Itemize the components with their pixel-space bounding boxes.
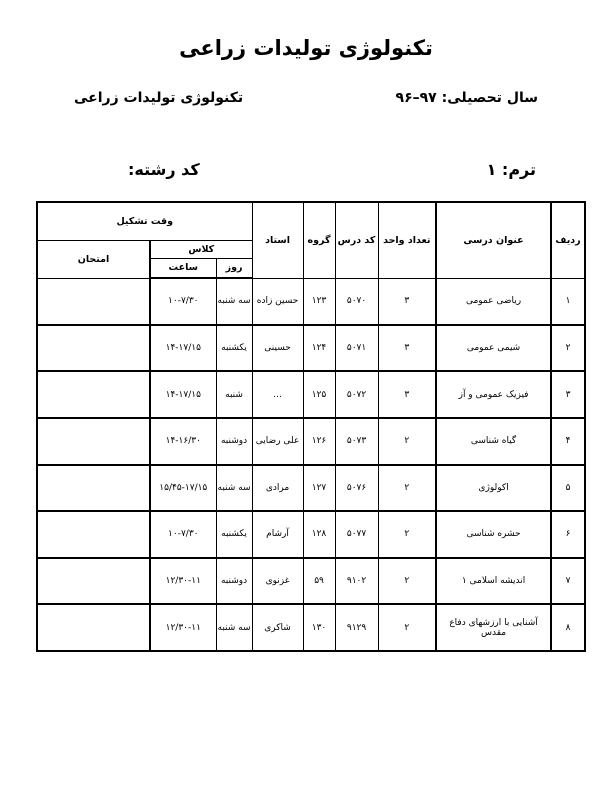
table-row	[37, 558, 585, 605]
cell-exam	[37, 558, 150, 605]
header-group: گروه	[303, 202, 335, 278]
cell-units: ۲	[378, 418, 436, 465]
cell-course-code: ۵۰۷۳	[335, 418, 378, 465]
cell-day: دوشنبه	[216, 418, 252, 465]
cell-exam	[37, 278, 150, 325]
cell-units: ۳	[378, 325, 436, 372]
cell-time: ۱۴-۱۷/۱۵	[150, 371, 216, 418]
cell-day: سه شنبه	[216, 465, 252, 512]
cell-exam	[37, 465, 150, 512]
cell-instructor: علی رضایی	[252, 418, 303, 465]
cell-course-title: گیاه شناسی	[436, 418, 551, 465]
cell-row-no: ۵	[551, 465, 585, 512]
cell-exam	[37, 371, 150, 418]
cell-group: ۱۲۸	[303, 511, 335, 558]
course-schedule-table	[36, 201, 586, 652]
table-row	[37, 418, 585, 465]
table-row	[37, 278, 585, 325]
cell-units: ۲	[378, 511, 436, 558]
table-row	[37, 325, 585, 372]
cell-instructor: شاکری	[252, 604, 303, 651]
cell-time: ۱۴-۱۶/۳۰	[150, 418, 216, 465]
header-day: روز	[216, 258, 252, 278]
cell-course-code: ۹۱۰۲	[335, 558, 378, 605]
cell-row-no: ۶	[551, 511, 585, 558]
cell-group: ۱۲۶	[303, 418, 335, 465]
header-schedule: وقت تشکیل	[37, 202, 252, 240]
cell-group: ۱۲۳	[303, 278, 335, 325]
header-exam: امتحان	[37, 240, 150, 278]
cell-day: یکشنبه	[216, 511, 252, 558]
cell-course-code: ۵۰۷۶	[335, 465, 378, 512]
header-time: ساعت	[150, 258, 216, 278]
table-row	[37, 371, 585, 418]
cell-instructor: آرشام	[252, 511, 303, 558]
cell-time: ۱۲/۳۰-۱۱	[150, 604, 216, 651]
cell-units: ۳	[378, 371, 436, 418]
cell-instructor: غزنوی	[252, 558, 303, 605]
cell-row-no: ۷	[551, 558, 585, 605]
cell-exam	[37, 511, 150, 558]
academic-year: سال تحصیلی: ۹۷–۹۶	[395, 90, 538, 106]
cell-course-code: ۵۰۷۷	[335, 511, 378, 558]
cell-units: ۳	[378, 278, 436, 325]
cell-course-title: فیزیک عمومی و آز	[436, 371, 551, 418]
cell-day: سه شنبه	[216, 604, 252, 651]
cell-course-code: ۵۰۷۲	[335, 371, 378, 418]
cell-time: ۱۲/۳۰-۱۱	[150, 558, 216, 605]
cell-time: ۱۰-۷/۳۰	[150, 511, 216, 558]
cell-course-code: ۹۱۲۹	[335, 604, 378, 651]
page-title: تکنولوژی تولیدات زراعی	[179, 36, 433, 60]
table-row	[37, 604, 585, 651]
cell-time: ۱۰-۷/۳۰	[150, 278, 216, 325]
cell-course-title: اندیشه اسلامی ۱	[436, 558, 551, 605]
cell-row-no: ۳	[551, 371, 585, 418]
header-instructor: استاد	[252, 202, 303, 278]
cell-row-no: ۸	[551, 604, 585, 651]
cell-instructor: مرادی	[252, 465, 303, 512]
cell-row-no: ۱	[551, 278, 585, 325]
cell-units: ۲	[378, 465, 436, 512]
cell-instructor: حسینی	[252, 325, 303, 372]
cell-group: ۱۲۵	[303, 371, 335, 418]
cell-row-no: ۴	[551, 418, 585, 465]
cell-course-title: حشره شناسی	[436, 511, 551, 558]
cell-row-no: ۲	[551, 325, 585, 372]
table-row	[37, 465, 585, 512]
cell-course-title: اکولوژی	[436, 465, 551, 512]
cell-time: ۱۵/۴۵-۱۷/۱۵	[150, 465, 216, 512]
cell-exam	[37, 604, 150, 651]
header-course-title: عنوان درسی	[436, 202, 551, 278]
field-code-label: کد رشته:	[128, 160, 200, 179]
cell-course-title: شیمی عمومی	[436, 325, 551, 372]
program-name: تکنولوژی تولیدات زراعی	[74, 90, 244, 106]
cell-day: دوشنبه	[216, 558, 252, 605]
table-row	[37, 511, 585, 558]
cell-group: ۱۲۴	[303, 325, 335, 372]
header-class: کلاس	[150, 240, 252, 258]
cell-course-code: ۵۰۷۱	[335, 325, 378, 372]
cell-day: یکشنبه	[216, 325, 252, 372]
cell-instructor: ...	[252, 371, 303, 418]
cell-course-title: آشنایی با ارزشهای دفاع مقدس	[436, 604, 551, 651]
cell-units: ۲	[378, 558, 436, 605]
cell-group: ۵۹	[303, 558, 335, 605]
cell-exam	[37, 325, 150, 372]
cell-course-title: ریاضی عمومی	[436, 278, 551, 325]
header-units: تعداد واحد	[378, 202, 436, 278]
term-label: ترم: ۱	[486, 160, 536, 179]
cell-exam	[37, 418, 150, 465]
header-row-no: ردیف	[551, 202, 585, 278]
cell-group: ۱۲۷	[303, 465, 335, 512]
cell-day: شنبه	[216, 371, 252, 418]
cell-instructor: حسین زاده	[252, 278, 303, 325]
header-course-code: کد درس	[335, 202, 378, 278]
cell-time: ۱۴-۱۷/۱۵	[150, 325, 216, 372]
cell-units: ۲	[378, 604, 436, 651]
cell-group: ۱۳۰	[303, 604, 335, 651]
cell-day: سه شنبه	[216, 278, 252, 325]
cell-course-code: ۵۰۷۰	[335, 278, 378, 325]
